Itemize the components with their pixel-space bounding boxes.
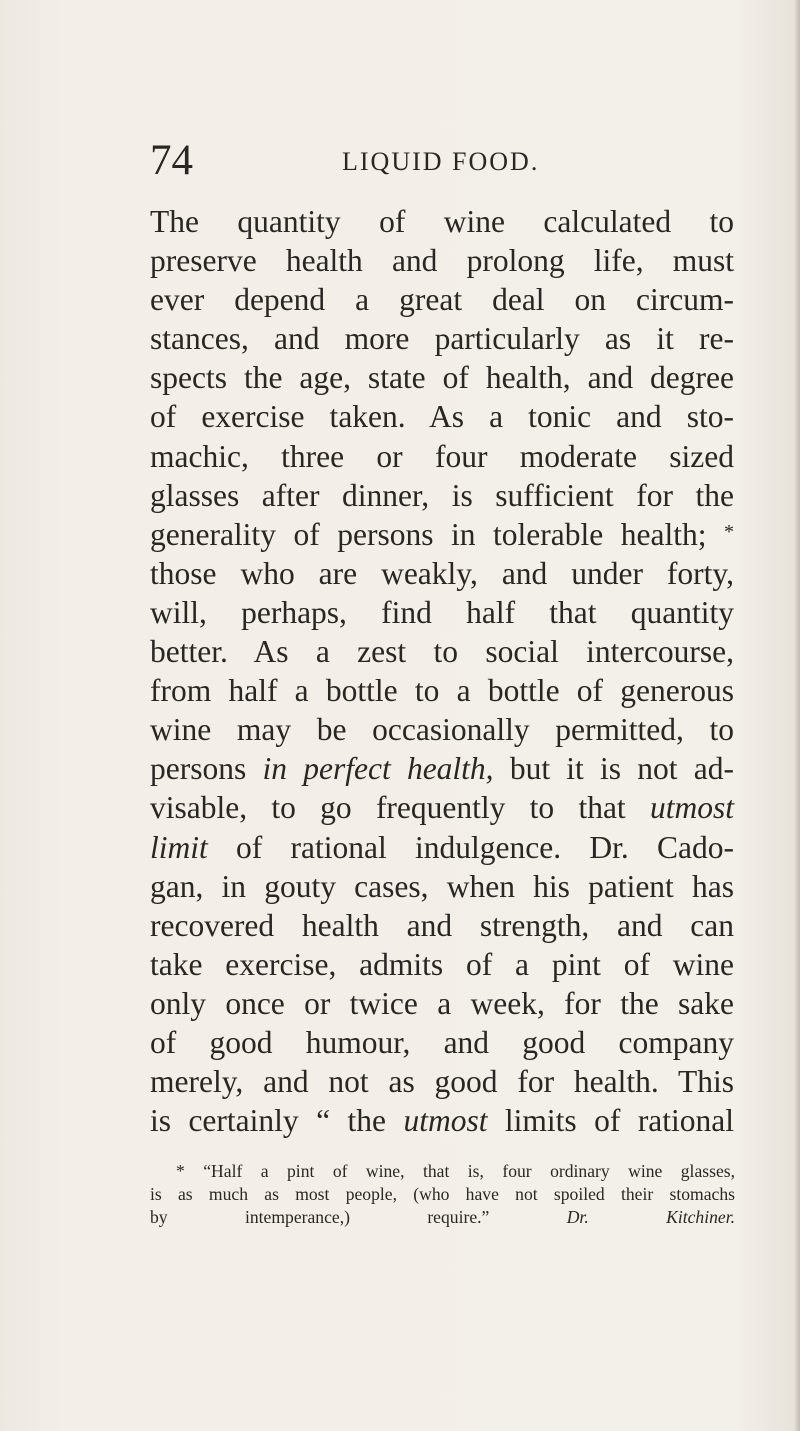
text-segment: is certainly “ the xyxy=(150,1103,386,1139)
text-line: only once or twice a week, for the sake xyxy=(150,985,734,1021)
footnote-line: is as much as most people, (who have not spoiled their stomachs xyxy=(150,1184,735,1204)
text-line: The quantity of wine calculated to xyxy=(150,204,734,239)
italic-phrase: limit xyxy=(150,829,208,865)
text-line: better. As a zest to social intercourse, xyxy=(150,634,734,670)
text-line: ever depend a great deal on circum- xyxy=(150,282,734,318)
page-header xyxy=(150,136,740,186)
italic-phrase: utmost xyxy=(649,790,734,826)
text-segment: generality of persons in tolerable health; xyxy=(150,516,707,552)
footnote-text: “Half a pint of wine, that is, four ordinary wine glasses, xyxy=(203,1161,736,1181)
text-segment: visable, to go frequently to that xyxy=(150,790,626,826)
text-segment: but it is not ad- xyxy=(509,751,735,787)
text-line: stances, and more particularly as it re- xyxy=(150,321,734,357)
text-line: preserve health and prolong life, must xyxy=(150,243,734,279)
text-segment: limits of rational xyxy=(504,1103,735,1139)
text-line xyxy=(150,515,734,554)
text-line: will, perhaps, find half that quantity xyxy=(150,594,734,630)
text-line: glasses after dinner, is sufficient for the xyxy=(150,477,734,513)
text-segment: persons xyxy=(150,751,247,787)
text-line: of exercise taken. As a tonic and sto- xyxy=(150,399,734,435)
italic-phrase: utmost xyxy=(403,1103,488,1139)
text-line xyxy=(150,788,734,827)
footnote xyxy=(150,1160,735,1229)
text-line: of good humour, and good company xyxy=(150,1024,734,1060)
footnote-reference: * xyxy=(724,520,734,543)
text-line xyxy=(150,828,734,867)
footnote-attribution: Dr. Kitchiner. xyxy=(566,1207,735,1227)
text-line: wine may be occasionally permitted, to xyxy=(150,712,734,748)
text-line: merely, and not as good for health. This xyxy=(150,1064,734,1100)
text-line xyxy=(150,1101,734,1140)
text-line xyxy=(150,749,734,788)
page-number: 74 xyxy=(150,137,193,184)
running-head: LIQUID FOOD. xyxy=(342,147,540,176)
footnote-marker: * xyxy=(176,1161,185,1181)
italic-phrase: in perfect health, xyxy=(262,751,494,787)
text-line: machic, three or four moderate sized xyxy=(150,438,734,474)
text-line: take exercise, admits of a pint of wine xyxy=(150,946,734,982)
footnote-line xyxy=(150,1160,735,1183)
text-line: from half a bottle to a bottle of generous xyxy=(150,673,734,709)
footnote-text: by intemperance,) require.” xyxy=(150,1207,490,1227)
body-paragraph xyxy=(150,202,734,1140)
footnote-line xyxy=(150,1206,735,1229)
text-line: gan, in gouty cases, when his patient has xyxy=(150,868,734,904)
text-line: recovered health and strength, and can xyxy=(150,907,734,943)
text-line: those who are weakly, and under forty, xyxy=(150,555,734,591)
page-edge-shadow xyxy=(794,0,800,1431)
text-line: spects the age, state of health, and degree xyxy=(150,360,734,396)
text-segment: of rational indulgence. Dr. Cado- xyxy=(236,829,734,865)
